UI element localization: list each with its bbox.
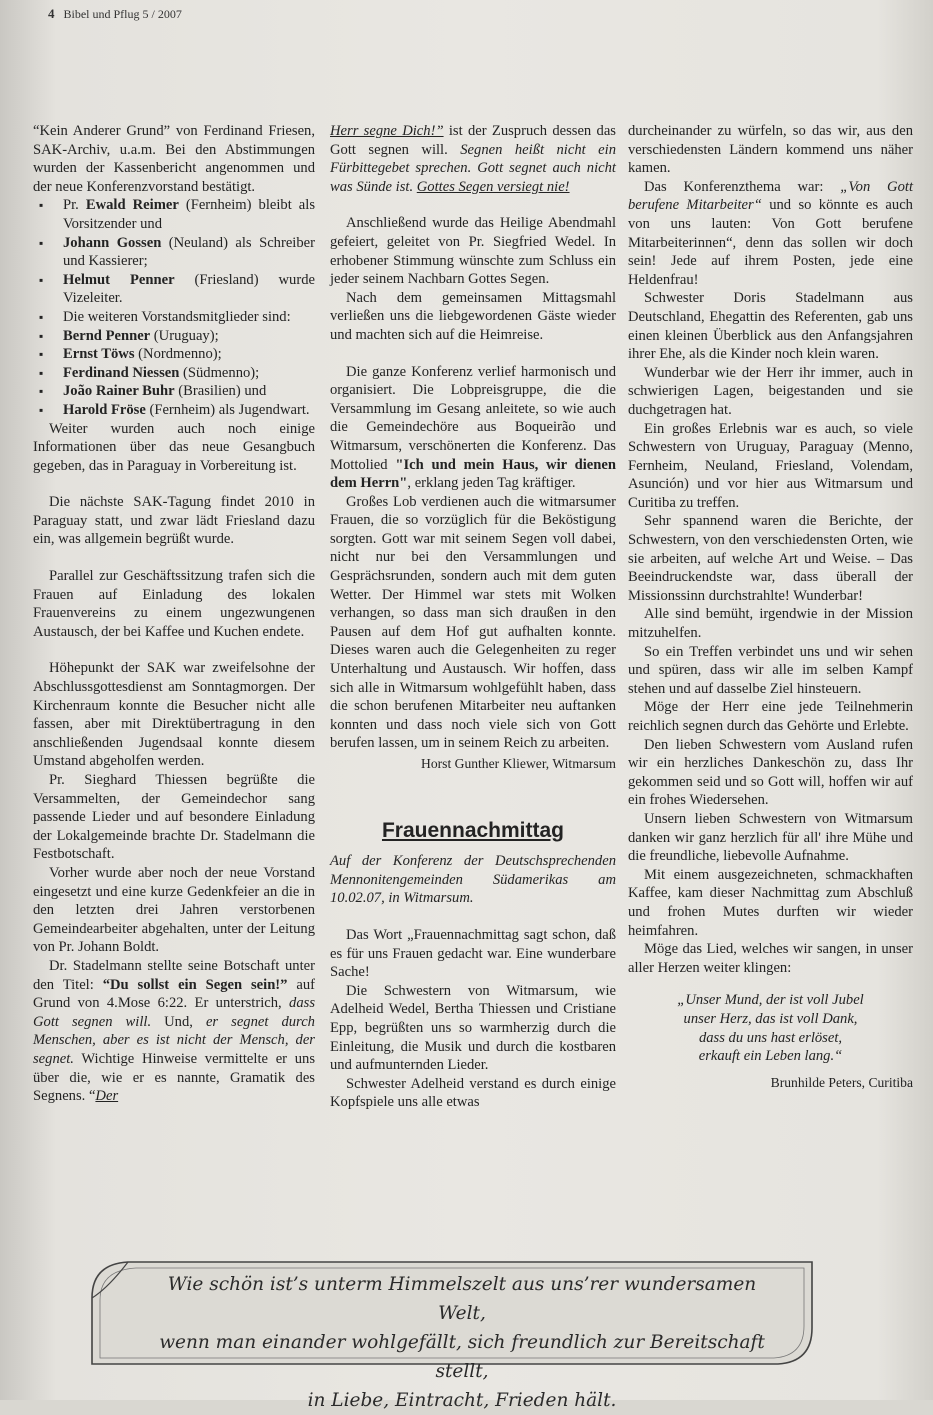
paragraph: Die Schwestern von Witmarsum, wie Adelheid Wedel, Bertha Thiessen und Cristiane Epp, begrüßten uns so warmherzig durch die Einleitung, die Musik und durch die kostbaren und aufmunternden Lieder.	[330, 982, 616, 1074]
paragraph: Vorher wurde aber noch der neue Vorstand eingesetzt und eine kurze Gedenkfeier an die in den letzten drei Jahren verstorbenen Gemeindearbeiter abgehalten, unter der Leitung von Pr. Johann Boldt.	[33, 864, 315, 956]
paragraph: Herr segne Dich!” ist der Zuspruch dessen das Gott segnen will. Segnen heißt nicht ein Fürbittegebet sprechen. Gott segnet auch nicht was Sünde ist. Gottes Segen versiegt nie!	[330, 123, 616, 195]
list-item: ▪ Ferdinand Niessen (Südmenno);	[33, 364, 315, 383]
column-2	[330, 122, 616, 1112]
banner-line: Wie schön ist’s unterm Himmelszelt aus uns’rer wundersamen Welt,	[167, 1274, 757, 1324]
paragraph: Das Konferenzthema war: „Von Gott berufene Mitarbeiter“ und so könnte es auch von uns lauten: Von Gott berufene Mitarbeiterinnen“, denn das sollen wir doch sein! Jede auf ihrem Posten, jede eine Heldenfrau!	[628, 178, 913, 288]
paragraph: Dr. Stadelmann stellte seine Botschaft unter den Titel: “Du sollst ein Segen sein!” auf Grund von 4.Mose 6:22. Er unterstrich, dass Gott segnen will. Und, er segnet durch Menschen, aber es ist nicht der Mensch, der segnet. Wichtige Hinweise vermittelte er uns über die, wie er es nannte, Gramatik des Segnens. “Der	[33, 957, 315, 1105]
paragraph: Schwester Doris Stadelmann aus Deutschland, Ehegattin des Referenten, gab uns einen kleinen Überblick aus den Anfangsjahren ihrer Ehe, als die Kinder noch klein waren.	[628, 290, 913, 363]
paragraph: Alle sind bemüht, irgendwie in der Mission mitzuhelfen.	[628, 606, 913, 642]
list-item: ▪ Harold Fröse (Fernheim) als Jugendwart.	[33, 401, 315, 420]
poem-line: unser Herz, das ist voll Dank,	[683, 1010, 858, 1027]
paragraph: Möge der Herr eine jede Teilnehmerin reichlich segnen durch das Gehörte und Erlebte.	[628, 699, 913, 734]
paragraph: Unsern lieben Schwestern von Witmarsum danken wir ganz herzlich für all' ihre Mühe und die freundliche, liebevolle Aufnahme.	[628, 810, 913, 865]
poem-line: dass du uns hast erlöset,	[698, 1029, 843, 1046]
list-item: ▪ Bernd Penner (Uruguay);	[33, 327, 315, 346]
paragraph: Den lieben Schwestern vom Ausland rufen wir ein herzliches Dankeschön zu, dass Ihr gekommen seid und so Gott will, hoffen wir auf ein frohes Wiedersehen.	[628, 736, 913, 809]
page-number: 4	[48, 6, 55, 21]
paragraph: Die ganze Konferenz verlief harmonisch und organisiert. Die Lobpreisgruppe, die die Versammlung im Gesang anleitete, so wie auch die Gemeindechöre aus Boqueirão und Witmarsum, verschönerten die Konferenz. Das Mottolied "Ich und mein Haus, wir dienen dem Herrn", erklang jeden Tag kräftiger.	[330, 363, 616, 492]
paragraph: So ein Treffen verbindet uns und wir sehen und spüren, dass wir alle im selben Kampf stehen und auf dasselbe Ziel hinsteuern.	[628, 643, 913, 697]
list-item: ▪ Johann Gossen (Neuland) als Schreiber und Kassierer;	[33, 234, 315, 271]
banner-verse	[148, 1270, 776, 1415]
paragraph: “Kein Anderer Grund” von Ferdinand Friesen, SAK-Archiv, u.a.m. Bei den Abstimmungen wurden der Kassenbericht angenommen und der neue Konferenzvorstand bestätigt.	[33, 123, 315, 195]
paragraph: Ein großes Erlebnis war es auch, so viele Schwestern von Uruguay, Paraguay (Menno, Fernheim, Neuland, Friesland, Volendam, Asunción) und vor hier aus Witmarsum und Curitiba zu treffen.	[628, 420, 913, 511]
paragraph: Pr. Sieghard Thiessen begrüßte die Versammelten, der Gemeindechor sang passende Lieder und auf besondere Einladung der Lokalgemeinde brachte Dr. Stadelmann die Festbotschaft.	[33, 772, 315, 863]
paragraph: Großes Lob verdienen auch die witmarsumer Frauen, die so vorzüglich für die Beköstigung sorgten. Gott war mit seinem Segen voll dabei, nicht nur bei den Versammlungen und Gesprächsrunden, sondern auch mit dem guten Wetter. Der Himmel war stets mit Wolken verhangen, so dass man sich draußen in den Pausen auf dem Hof gut aufhalten konnte. Dieses waren auch die Gelegenheiten zu reger Unterhaltung und Austausch. Wir hoffen, dass sich alle in Witmarsum wohlgefühlt haben, dass die schon berufenen Mitarbeiter neu auftanken konnten und dass noch viele sich von Gott berufen lassen, um in seinem Reich zu arbeiten.	[330, 493, 616, 752]
paragraph: Weiter wurden auch noch einige Informationen über das neue Gesangbuch gegeben, das in Paraguay in Vorbereitung ist.	[33, 420, 315, 474]
list-item: ▪ João Rainer Buhr (Brasilien) und	[33, 382, 315, 401]
song-quote	[628, 991, 913, 1065]
paragraph: durcheinander zu würfeln, so das wir, aus den verschiedensten Ländern kommend uns näher kamen.	[628, 123, 913, 177]
show-through-print	[473, 30, 903, 110]
paragraph: Die nächste SAK-Tagung findet 2010 in Paraguay statt, und zwar lädt Friesland dazu ein, was allgemein begrüßt wurde.	[33, 494, 315, 548]
author-signature: Brunhilde Peters, Curitiba	[770, 1074, 913, 1090]
banner-line: in Liebe, Eintracht, Frieden hält.	[307, 1390, 617, 1411]
section-heading: Frauennachmittag	[381, 818, 565, 842]
paragraph: Nach dem gemeinsamen Mittagsmahl verließen uns die liebgewordenen Gäste wieder und machten sich auf die Heimreise.	[330, 289, 616, 343]
paragraph: Möge das Lied, welches wir sangen, in unser aller Herzen weiter klingen:	[628, 941, 913, 976]
board-member-list	[33, 196, 315, 419]
poem-line: erkauft ein Leben lang.“	[698, 1048, 843, 1065]
verse-banner	[88, 1258, 816, 1411]
intro-text: Auf der Konferenz der Deutschsprechenden Mennonitengemeinden Südamerikas am 10.02.07, in Witmarsum.	[330, 853, 616, 907]
publication-name: Bibel und Pflug 5 / 2007	[63, 7, 182, 21]
list-item: ▪ Die weiteren Vorstandsmitglieder sind:	[33, 308, 315, 327]
list-item: ▪ Pr. Ewald Reimer (Fernheim) bleibt als Vorsitzender und	[33, 196, 315, 233]
paragraph: Parallel zur Geschäftssitzung trafen sich die Frauen auf Einladung des lokalen Frauenvereins zu einem ungezwungenen Austausch, der bei Kaffee und Kuchen endete.	[33, 568, 315, 640]
banner-line: wenn man einander wohlgefällt, sich freundlich zur Bereitschaft stellt,	[159, 1332, 765, 1382]
paragraph: Sehr spannend waren die Berichte, der Schwestern, von den verschiedensten Orten, wie sie arbeiten, auf welche Art und Weise. – Das Beeindruckendste war, dass überall der Missionssinn durchstrahlte! Wunderbar!	[628, 513, 913, 604]
author-signature: Horst Gunther Kliewer, Witmarsum	[421, 756, 616, 771]
column-1	[33, 122, 315, 1106]
list-item: ▪ Helmut Penner (Friesland) wurde Vizeleiter.	[33, 271, 315, 308]
list-item: ▪ Ernst Töws (Nordmenno);	[33, 345, 315, 364]
paragraph: Höhepunkt der SAK war zweifelsohne der Abschlussgottesdienst am Sonntagmorgen. Der Kirchenraum konnte die Besucher nicht alle fassen, aber mit Direktübertragung in den anschließenden Jugendsaal konnte diesem Umstand abgeholfen werden.	[33, 660, 315, 770]
paragraph: Anschließend wurde das Heilige Abendmahl gefeiert, geleitet von Pr. Siegfried Wedel. In erhobener Stimmung wünschte zum Schluss ein jeder seinem Nachbarn Gottes Segen.	[330, 215, 616, 288]
paragraph: Schwester Adelheid verstand es durch einige Kopfspiele uns alle etwas	[330, 1075, 616, 1111]
paragraph: Mit einem ausgezeichneten, schmackhaften Kaffee, kam dieser Nachmittag zum Abschluß und frohen Mutes durften wir wieder heimfahren.	[628, 866, 913, 939]
running-header	[48, 6, 182, 22]
poem-line: „Unser Mund, der ist voll Jubel	[677, 992, 864, 1009]
paragraph: Wunderbar wie der Herr ihr immer, auch in schwierigen Lagen, beigestanden und sie duchgetragen hat.	[628, 364, 913, 418]
paragraph: Das Wort „Frauennachmittag sagt schon, daß es für uns Frauen gedacht war. Eine wunderbare Sache!	[330, 926, 616, 981]
column-3	[628, 122, 913, 1092]
